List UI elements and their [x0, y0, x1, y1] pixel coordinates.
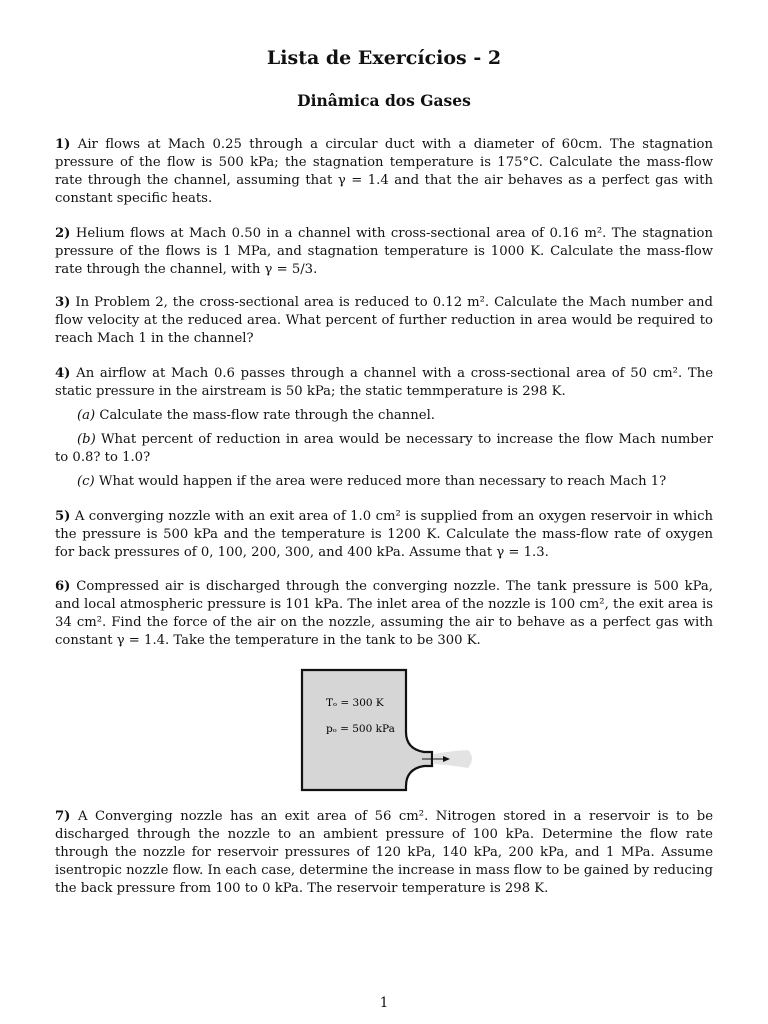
part-label: (c) — [77, 474, 95, 489]
part-text: What would happen if the area were reduced more than necessary to reach Mach 1? — [98, 474, 667, 489]
problem-text: A Converging nozzle has an exit area of 56 cm². Nitrogen stored in a reservoir is to be discharged through the nozzle to an ambient pressure of 100 kPa. Determine the flow rate through the nozzle for reservoir pressures of 120 kPa, 140 kPa, 200 kPa, and 1 MPa. Assume isentropic nozzle flow. In each case, determine the increase in mass flow to be gained by reducing the back pressure from 100 to 0 kPa. The reservoir temperature is 298 K. — [55, 809, 713, 896]
problem-number: 7) — [55, 809, 71, 824]
problem-4-part-c — [55, 473, 713, 491]
problem-number: 5) — [55, 509, 71, 524]
problem-3 — [55, 294, 713, 348]
problem-5 — [55, 508, 713, 562]
problem-text: In Problem 2, the cross-sectional area is reduced to 0.12 m². Calculate the Mach number and flow velocity at the reduced area. What percent of further reduction in area would be required to reach Mach 1 in the channel? — [55, 295, 713, 346]
problem-number: 2) — [55, 226, 71, 241]
tank-diagram — [300, 666, 480, 794]
problem-number: 1) — [55, 137, 71, 152]
problem-number: 3) — [55, 295, 71, 310]
problem-text: Helium flows at Mach 0.50 in a channel with cross-sectional area of 0.16 m². The stagnation pressure of the flows is 1 MPa, and stagnation temperature is 1000 K. Calculate the mass-flow rate through the channel, with γ = 5/3. — [55, 226, 713, 277]
page-number: 1 — [379, 995, 389, 1011]
problem-2 — [55, 225, 713, 279]
problem-text: Air flows at Mach 0.25 through a circular duct with a diameter of 60cm. The stagnation pressure of the flow is 500 kPa; the stagnation temperature is 175°C. Calculate the mass-flow rate through the channel, assuming that γ = 1.4 and that the air behaves as a perfect gas with constant specific heats. — [55, 137, 713, 206]
page-title: Lista de Exercícios - 2 — [266, 47, 502, 69]
problem-text: A converging nozzle with an exit area of 1.0 cm² is supplied from an oxygen reservoir in which the pressure is 500 kPa and the temperature is 1200 K. Calculate the mass-flow rate of oxygen for back pressures of 0, 100, 200, 300, and 400 kPa. Assume that γ = 1.3. — [55, 509, 713, 560]
problem-number: 6) — [55, 579, 71, 594]
problem-7 — [55, 808, 713, 898]
problem-1 — [55, 136, 713, 208]
part-label: (a) — [77, 408, 96, 423]
tank-temperature-label: Tₒ = 300 K — [326, 697, 384, 709]
problem-4-part-a — [55, 407, 713, 425]
page-subtitle: Dinâmica dos Gases — [297, 91, 471, 110]
problem-number: 4) — [55, 366, 71, 381]
tank-pressure-label: pₒ = 500 kPa — [326, 723, 395, 735]
part-text: What percent of reduction in area would be necessary to increase the flow Mach number to 0.8? to 1.0? — [55, 432, 713, 465]
part-label: (b) — [77, 432, 96, 447]
problem-4 — [55, 365, 713, 401]
problem-6 — [55, 578, 713, 650]
problem-4-part-b — [55, 431, 713, 467]
problem-text: Compressed air is discharged through the converging nozzle. The tank pressure is 500 kPa, and local atmospheric pressure is 101 kPa. The inlet area of the nozzle is 100 cm², the exit area is 34 cm². Find the force of the air on the nozzle, assuming the air to behave as a perfect gas with constant γ = 1.4. Take the temperature in the tank to be 300 K. — [55, 579, 713, 648]
problem-text: An airflow at Mach 0.6 passes through a channel with a cross-sectional area of 50 cm². The static pressure in the airstream is 50 kPa; the static temmperature is 298 K. — [55, 366, 713, 399]
part-text: Calculate the mass-flow rate through the channel. — [99, 408, 435, 423]
nozzle-tank-figure — [300, 666, 480, 794]
